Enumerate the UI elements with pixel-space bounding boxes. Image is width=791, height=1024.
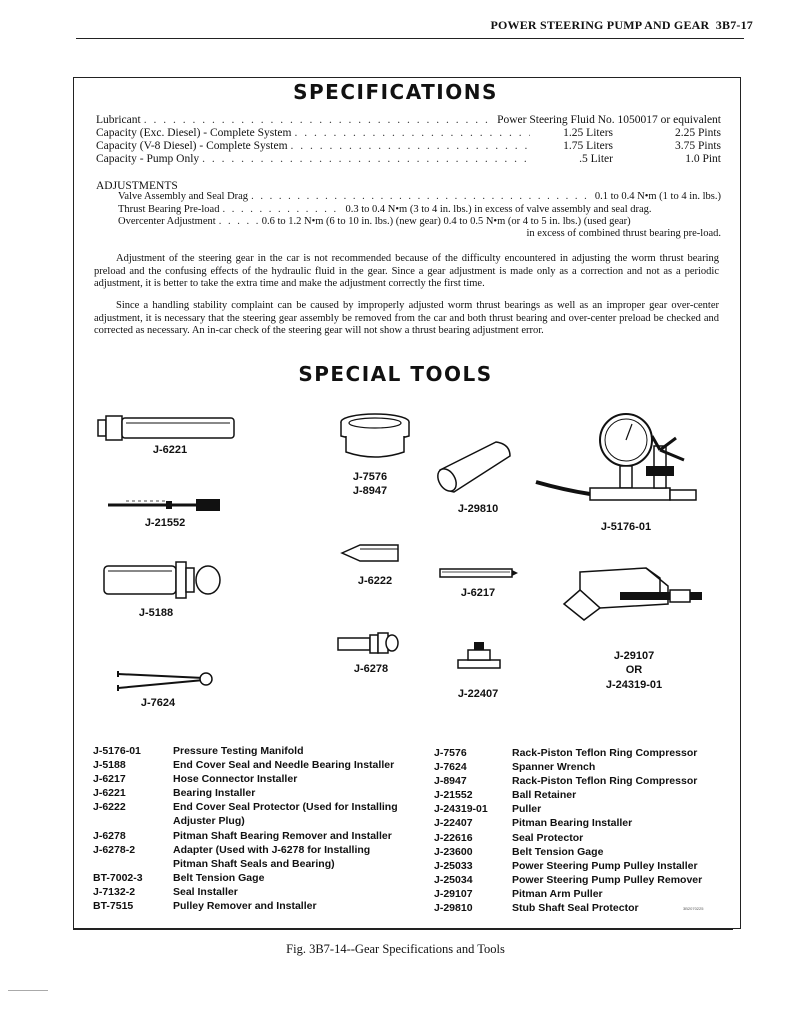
tool-desc: Pressure Testing Manifold <box>173 745 304 757</box>
tool-id: J-25033 <box>434 859 473 872</box>
tool-label-j29810: J-29810 <box>457 503 499 515</box>
tool-desc: Pitman Shaft Seals and Bearing) <box>173 857 335 870</box>
tool-list-row <box>93 857 398 871</box>
stub-shaft-seal-protector-j29810-icon <box>430 440 514 500</box>
tool-desc: Belt Tension Gage <box>512 845 604 858</box>
tool-desc: Stub Shaft Seal Protector <box>512 902 639 915</box>
hose-connector-installer-j6217-icon <box>438 566 520 580</box>
end-cover-seal-installer-j5188-icon <box>102 560 226 600</box>
tool-id: J-6278-2 <box>93 843 136 856</box>
tool-desc: Power Steering Pump Pulley Remover <box>512 873 703 886</box>
page-header <box>490 18 753 33</box>
tool-id: J-6278 <box>93 829 126 842</box>
tool-list-row <box>434 887 702 901</box>
tool-id: J-6222 <box>93 801 126 814</box>
tool-id: J-8947 <box>434 775 467 788</box>
figure-caption: Fig. 3B7-14--Gear Specifications and Tools <box>286 942 505 956</box>
tool-list-row <box>93 899 398 913</box>
tool-desc: Seal Installer <box>173 885 238 898</box>
adjustment-value: 0.6 to 1.2 N•m (6 to 10 in. lbs.) (new gear) 0.4 to 0.5 N•m (or 4 to 5 in. lbs.) (used gear) <box>261 216 631 227</box>
pitman-bearing-remover-j6278-icon <box>336 632 400 654</box>
tool-label-j8947: J-8947 <box>352 485 388 497</box>
adjustment-row <box>118 191 721 202</box>
adjustment-note: in excess of combined thrust bearing pre-load. <box>526 228 721 239</box>
tool-desc: Hose Connector Installer <box>173 773 298 786</box>
spec-label: Capacity (V-8 Diesel) - Complete System <box>96 140 288 152</box>
adjustments-heading: ADJUSTMENTS <box>96 180 178 192</box>
tool-label-j5188: J-5188 <box>138 607 174 619</box>
tool-desc: Pulley Remover and Installer <box>173 900 317 913</box>
adjustment-label: Thrust Bearing Pre-load <box>118 204 220 215</box>
spec-label: Capacity - Pump Only <box>96 153 200 165</box>
tool-label-j6222: J-6222 <box>357 575 393 587</box>
spec-row-capacity-pump <box>96 153 721 165</box>
tool-desc: Pitman Bearing Installer <box>512 817 633 830</box>
tool-desc: Pitman Arm Puller <box>512 887 603 900</box>
tool-list-row <box>434 873 702 887</box>
tool-id: J-7624 <box>434 761 467 774</box>
tool-id: J-5176-01 <box>93 745 141 757</box>
tool-list-row <box>93 772 398 786</box>
header-rule <box>76 38 744 39</box>
tool-label-j6221: J-6221 <box>152 444 188 456</box>
page-number: 3B7-17 <box>715 18 753 32</box>
spec-label: Capacity (Exc. Diesel) - Complete System <box>96 127 292 139</box>
spec-value: Power Steering Fluid No. 1050017 or equivalent <box>497 114 721 126</box>
spec-row-capacity-v8-diesel <box>96 140 721 152</box>
tool-id: J-23600 <box>434 845 473 858</box>
tool-desc: Seal Protector <box>512 831 584 844</box>
tool-id: J-29810 <box>434 902 473 915</box>
tool-desc: Adapter (Used with J-6278 for Installing <box>173 843 371 856</box>
tool-id <box>93 857 173 871</box>
seal-protector-j6222-icon <box>340 542 400 564</box>
tool-id: J-22407 <box>434 817 473 830</box>
tool-desc: Rack-Piston Teflon Ring Compressor <box>512 775 698 788</box>
spec-label: Lubricant <box>96 114 141 126</box>
tool-list-row <box>434 831 702 845</box>
tool-desc: Power Steering Pump Pulley Installer <box>512 859 698 872</box>
tool-list-row <box>93 885 398 899</box>
paragraph-2: Since a handling stability complaint can be caused by improperly adjusted worm thrust bearings as well as an improper gear over-center adjustment, it is necessary that the steering gear assembly be removed from the car and both thrust bearing and over-center preload be checked and corrected as necessary. An in-car check of the steering gear will not show a thrust bearing adjustment error. <box>94 300 719 336</box>
tool-id: J-7132-2 <box>93 885 136 898</box>
tool-list-row <box>93 758 398 772</box>
tool-desc: Puller <box>512 803 542 816</box>
tool-list-row <box>93 786 398 800</box>
tool-list-row <box>93 843 398 857</box>
tool-list-row <box>93 800 398 814</box>
tool-list-row <box>93 814 398 828</box>
ring-compressor-j7576-icon <box>338 412 412 462</box>
tool-list-row <box>434 774 702 788</box>
tool-id: J-6217 <box>93 773 126 786</box>
header-title: POWER STEERING PUMP AND GEAR <box>490 18 710 32</box>
tool-id: J-22616 <box>434 831 473 844</box>
tool-label-j7624: J-7624 <box>140 697 176 709</box>
tool-desc: Belt Tension Gage <box>173 871 265 884</box>
ball-retainer-j21552-icon <box>106 495 226 515</box>
adjustment-note-row <box>118 228 721 239</box>
tool-list-row <box>93 871 398 885</box>
tool-id: BT-7002-3 <box>93 871 143 884</box>
tool-id <box>93 814 173 828</box>
tool-desc: End Cover Seal Protector (Used for Installing <box>173 801 398 814</box>
spanner-wrench-j7624-icon <box>116 668 216 694</box>
tool-id: BT-7515 <box>93 900 134 913</box>
bearing-installer-j6221-icon <box>96 410 242 446</box>
adjustment-row <box>118 216 721 227</box>
tool-id: J-5188 <box>93 759 126 772</box>
adjustment-label: Valve Assembly and Seal Drag <box>118 191 249 202</box>
tool-label-j7576: J-7576 <box>352 471 388 483</box>
spec-row-lubricant <box>96 114 721 126</box>
tool-list-row <box>434 901 702 915</box>
tool-desc: Rack-Piston Teflon Ring Compressor <box>512 747 698 759</box>
tool-id: J-7576 <box>434 747 467 759</box>
frame-bottom-rule <box>73 929 733 930</box>
spec-value-2: 3.75 Pints <box>674 140 721 152</box>
tool-id: J-25034 <box>434 873 473 886</box>
tool-label-j29107: J-29107 <box>613 650 655 662</box>
tool-label-j2431901: J-24319-01 <box>605 679 663 691</box>
tool-desc: Spanner Wrench <box>512 761 596 774</box>
figure-code: 3B2070225 <box>683 906 704 911</box>
tool-list-row <box>93 744 398 758</box>
spec-value-2: 2.25 Pints <box>674 127 721 139</box>
tool-desc: End Cover Seal and Needle Bearing Installer <box>173 759 395 772</box>
adjustment-value: 0.1 to 0.4 N•m (1 to 4 in. lbs.) <box>594 191 721 202</box>
specifications-title: SPECIFICATIONS <box>293 80 498 104</box>
tool-list-row <box>434 746 702 760</box>
margin-mark <box>8 990 48 991</box>
pitman-bearing-installer-j22407-icon <box>456 640 502 670</box>
paragraph-1: Adjustment of the steering gear in the car is not recommended because of the difficulty encountered in adjusting the worm thrust bearing preload and the confusing effects of the hydraulic fluid in the gear. Since a gear adjustment is made only as a correction and not as a periodic adjustment, it is better to take the extra time and make the adjustment correctly the first time. <box>94 253 719 289</box>
adjustment-value: 0.3 to 0.4 N•m (3 to 4 in. lbs.) in excess of valve assembly and seal drag. <box>345 204 652 215</box>
tool-label-or: OR <box>625 664 643 676</box>
tool-id: J-29107 <box>434 887 473 900</box>
special-tools-title: SPECIAL TOOLS <box>298 362 493 386</box>
tool-list-row <box>434 859 702 873</box>
tool-list-row <box>434 788 702 802</box>
tool-list-row <box>434 816 702 830</box>
tool-list-row <box>434 845 702 859</box>
tool-label-j6278: J-6278 <box>353 663 389 675</box>
tool-desc: Bearing Installer <box>173 787 256 800</box>
tool-list-left <box>93 744 398 913</box>
spec-value-2: 1.0 Pint <box>685 153 721 165</box>
spec-value: 1.75 Liters <box>563 140 613 152</box>
tool-id: J-24319-01 <box>434 803 488 816</box>
tool-list-row <box>93 829 398 843</box>
pressure-testing-manifold-j517601-icon <box>534 410 704 516</box>
spec-value: 1.25 Liters <box>563 127 613 139</box>
tool-id: J-21552 <box>434 789 473 802</box>
tool-list-right <box>434 746 702 915</box>
tool-label-j517601: J-5176-01 <box>600 521 652 533</box>
spec-row-capacity-exc-diesel <box>96 127 721 139</box>
tool-desc: Ball Retainer <box>512 789 577 802</box>
tool-label-j21552: J-21552 <box>144 517 186 529</box>
tool-label-j22407: J-22407 <box>457 688 499 700</box>
tool-list-row <box>434 802 702 816</box>
tool-desc: Adjuster Plug) <box>173 815 245 828</box>
adjustment-row <box>118 204 721 215</box>
tool-label-j6217: J-6217 <box>460 587 496 599</box>
spec-value: .5 Liter <box>579 153 613 165</box>
tool-id: J-6221 <box>93 787 126 800</box>
pitman-arm-puller-j29107-icon <box>560 564 706 626</box>
tool-desc: Pitman Shaft Bearing Remover and Installer <box>173 829 392 842</box>
adjustment-label: Overcenter Adjustment <box>118 216 216 227</box>
tool-list-row <box>434 760 702 774</box>
